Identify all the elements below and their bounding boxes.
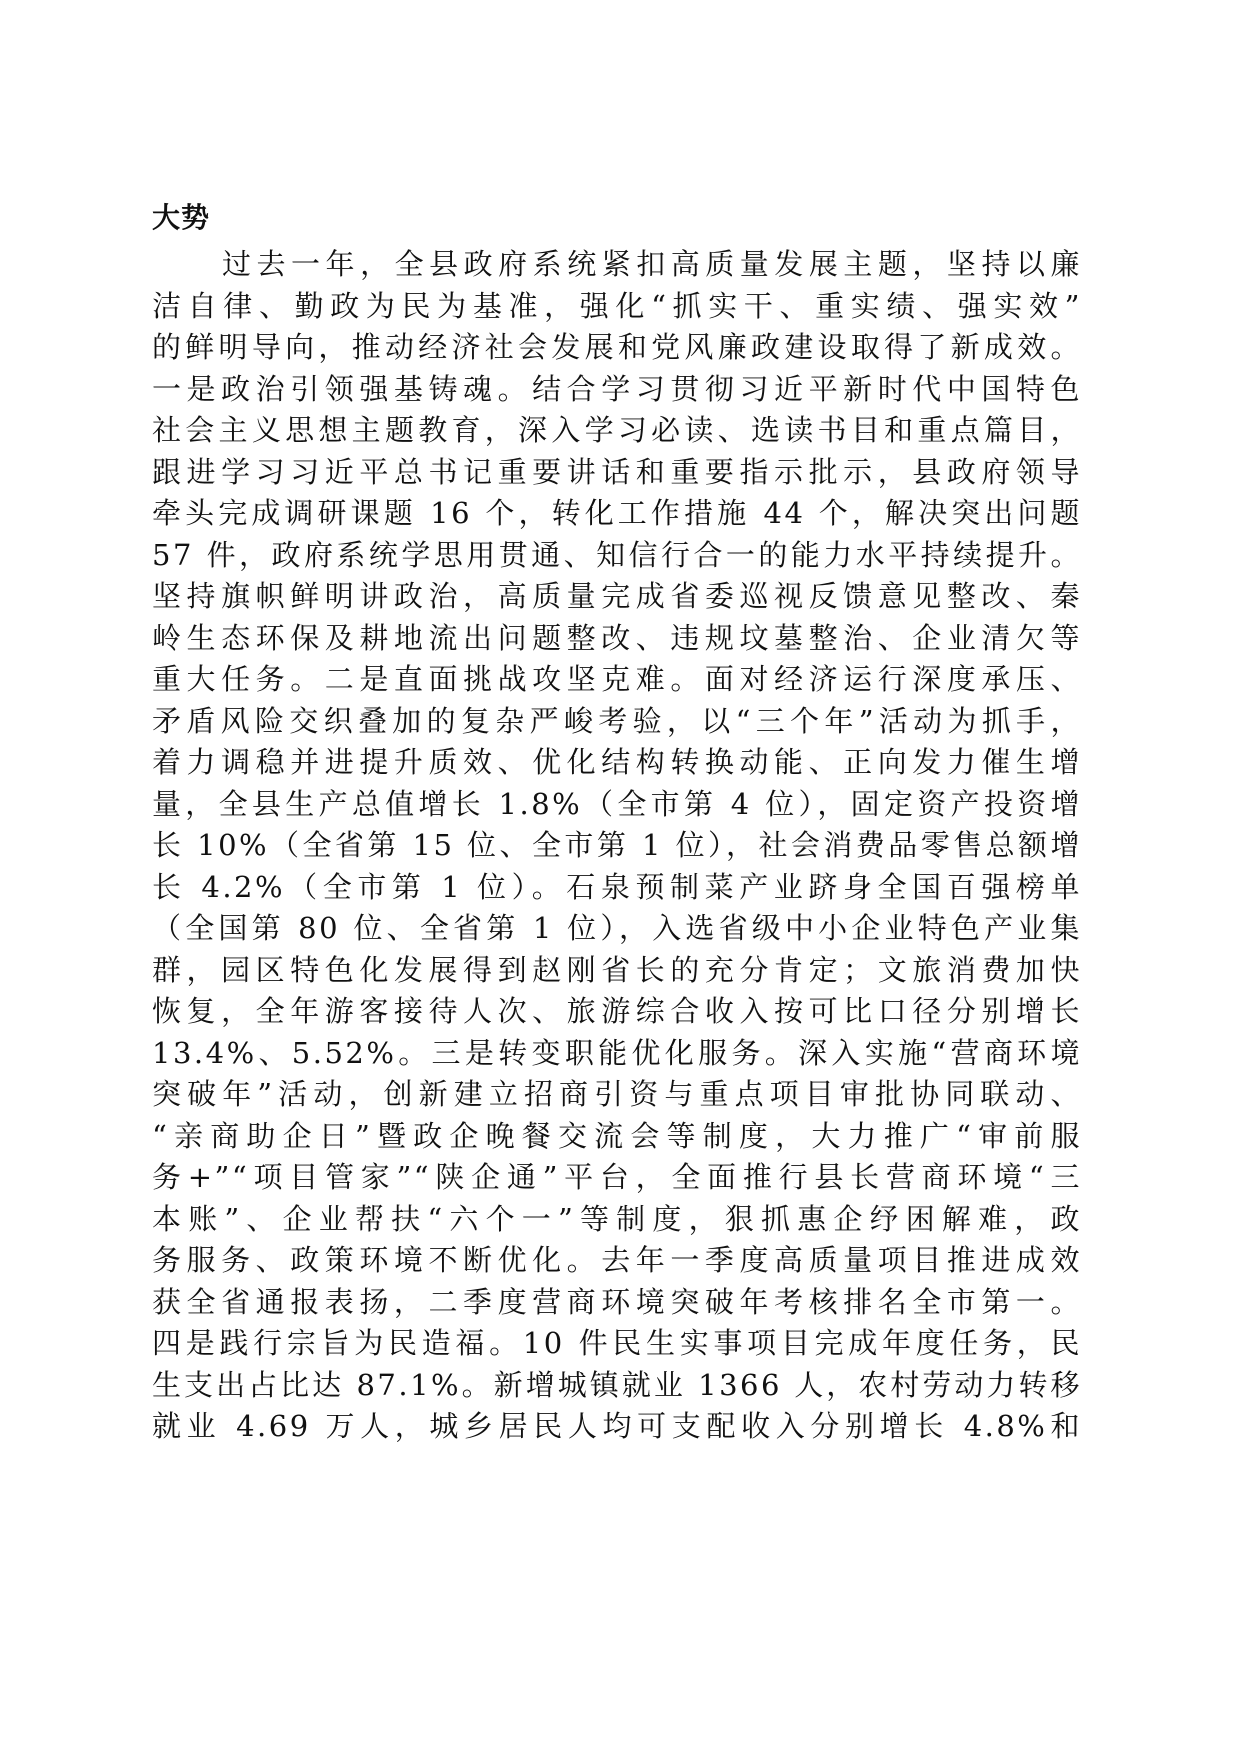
text-line: 岭生态环保及耕地流出问题整改、违规坟墓整治、企业清欠等 <box>152 620 1082 655</box>
text-line: 重大任务。二是直面挑战攻坚克难。面对经济运行深度承压、 <box>152 662 1082 696</box>
text-line: 量，全县生产总值增长 1.8%（全市第 4 位），固定资产投资增 <box>152 786 1082 821</box>
text-line: 群，园区特色化发展得到赵刚省长的充分肯定；文旅消费加快 <box>152 952 1082 987</box>
text-line: 坚持旗帜鲜明讲政治，高质量完成省委巡视反馈意见整改、秦 <box>152 579 1082 613</box>
text-line: 57 件，政府系统学思用贯通、知信行合一的能力水平持续提升。 <box>152 537 1082 572</box>
text-line: 过去一年，全县政府系统紧扣高质量发展主题，坚持以廉 <box>222 247 1082 281</box>
text-line: 四是践行宗旨为民造福。10 件民生实事项目完成年度任务，民 <box>152 1326 1082 1360</box>
text-line: 的鲜明导向，推动经济社会发展和党风廉政建设取得了新成效。 <box>152 330 1082 364</box>
text-line: 本账”、企业帮扶“六个一”等制度，狠抓惠企纾困解难，政 <box>152 1201 1082 1236</box>
text-line: 生支出占比达 87.1%。新增城镇就业 1366 人，农村劳动力转移 <box>152 1367 1082 1402</box>
text-line: 就业 4.69 万人，城乡居民人均可支配收入分别增长 4.8%和 <box>152 1409 1082 1443</box>
text-line: 一是政治引领强基铸魂。结合学习贯彻习近平新时代中国特色 <box>152 371 1082 406</box>
text-line: 牵头完成调研课题 16 个，转化工作措施 44 个，解决突出问题 <box>152 496 1082 530</box>
text-line: 13.4%、5.52%。三是转变职能优化服务。深入实施“营商环境 <box>152 1035 1082 1070</box>
text-line: 恢复，全年游客接待人次、旅游综合收入按可比口径分别增长 <box>152 994 1082 1028</box>
text-line: 着力调稳并进提升质效、优化结构转换动能、正向发力催生增 <box>152 745 1082 779</box>
text-line: 矛盾风险交织叠加的复杂严峻考验，以“三个年”活动为抓手， <box>152 703 1082 738</box>
text-line: 务+”“项目管家”“陕企通”平台，全面推行县长营商环境“三 <box>152 1160 1082 1194</box>
text-line: 长 4.2%（全市第 1 位）。石泉预制菜产业跻身全国百强榜单 <box>152 869 1082 904</box>
text-line: 社会主义思想主题教育，深入学习必读、选读书目和重点篇目， <box>152 413 1082 447</box>
text-line: 洁自律、勤政为民为基准，强化“抓实干、重实绩、强实效” <box>152 288 1082 323</box>
text-line: 突破年”活动，创新建立招商引资与重点项目审批协同联动、 <box>152 1077 1082 1111</box>
section-heading: 大势 <box>152 201 211 234</box>
text-line: 长 10%（全省第 15 位、全市第 1 位），社会消费品零售总额增 <box>152 828 1082 862</box>
text-line: “亲商助企日”暨政企晚餐交流会等制度，大力推广“审前服 <box>152 1118 1082 1153</box>
text-line: 务服务、政策环境不断优化。去年一季度高质量项目推进成效 <box>152 1243 1082 1277</box>
text-line: （全国第 80 位、全省第 1 位），入选省级中小企业特色产业集 <box>152 911 1082 945</box>
text-line: 跟进学习习近平总书记重要讲话和重要指示批示，县政府领导 <box>152 454 1082 489</box>
text-line: 获全省通报表扬，二季度营商环境突破年考核排名全市第一。 <box>152 1284 1082 1319</box>
body-paragraph <box>152 244 1082 1448</box>
